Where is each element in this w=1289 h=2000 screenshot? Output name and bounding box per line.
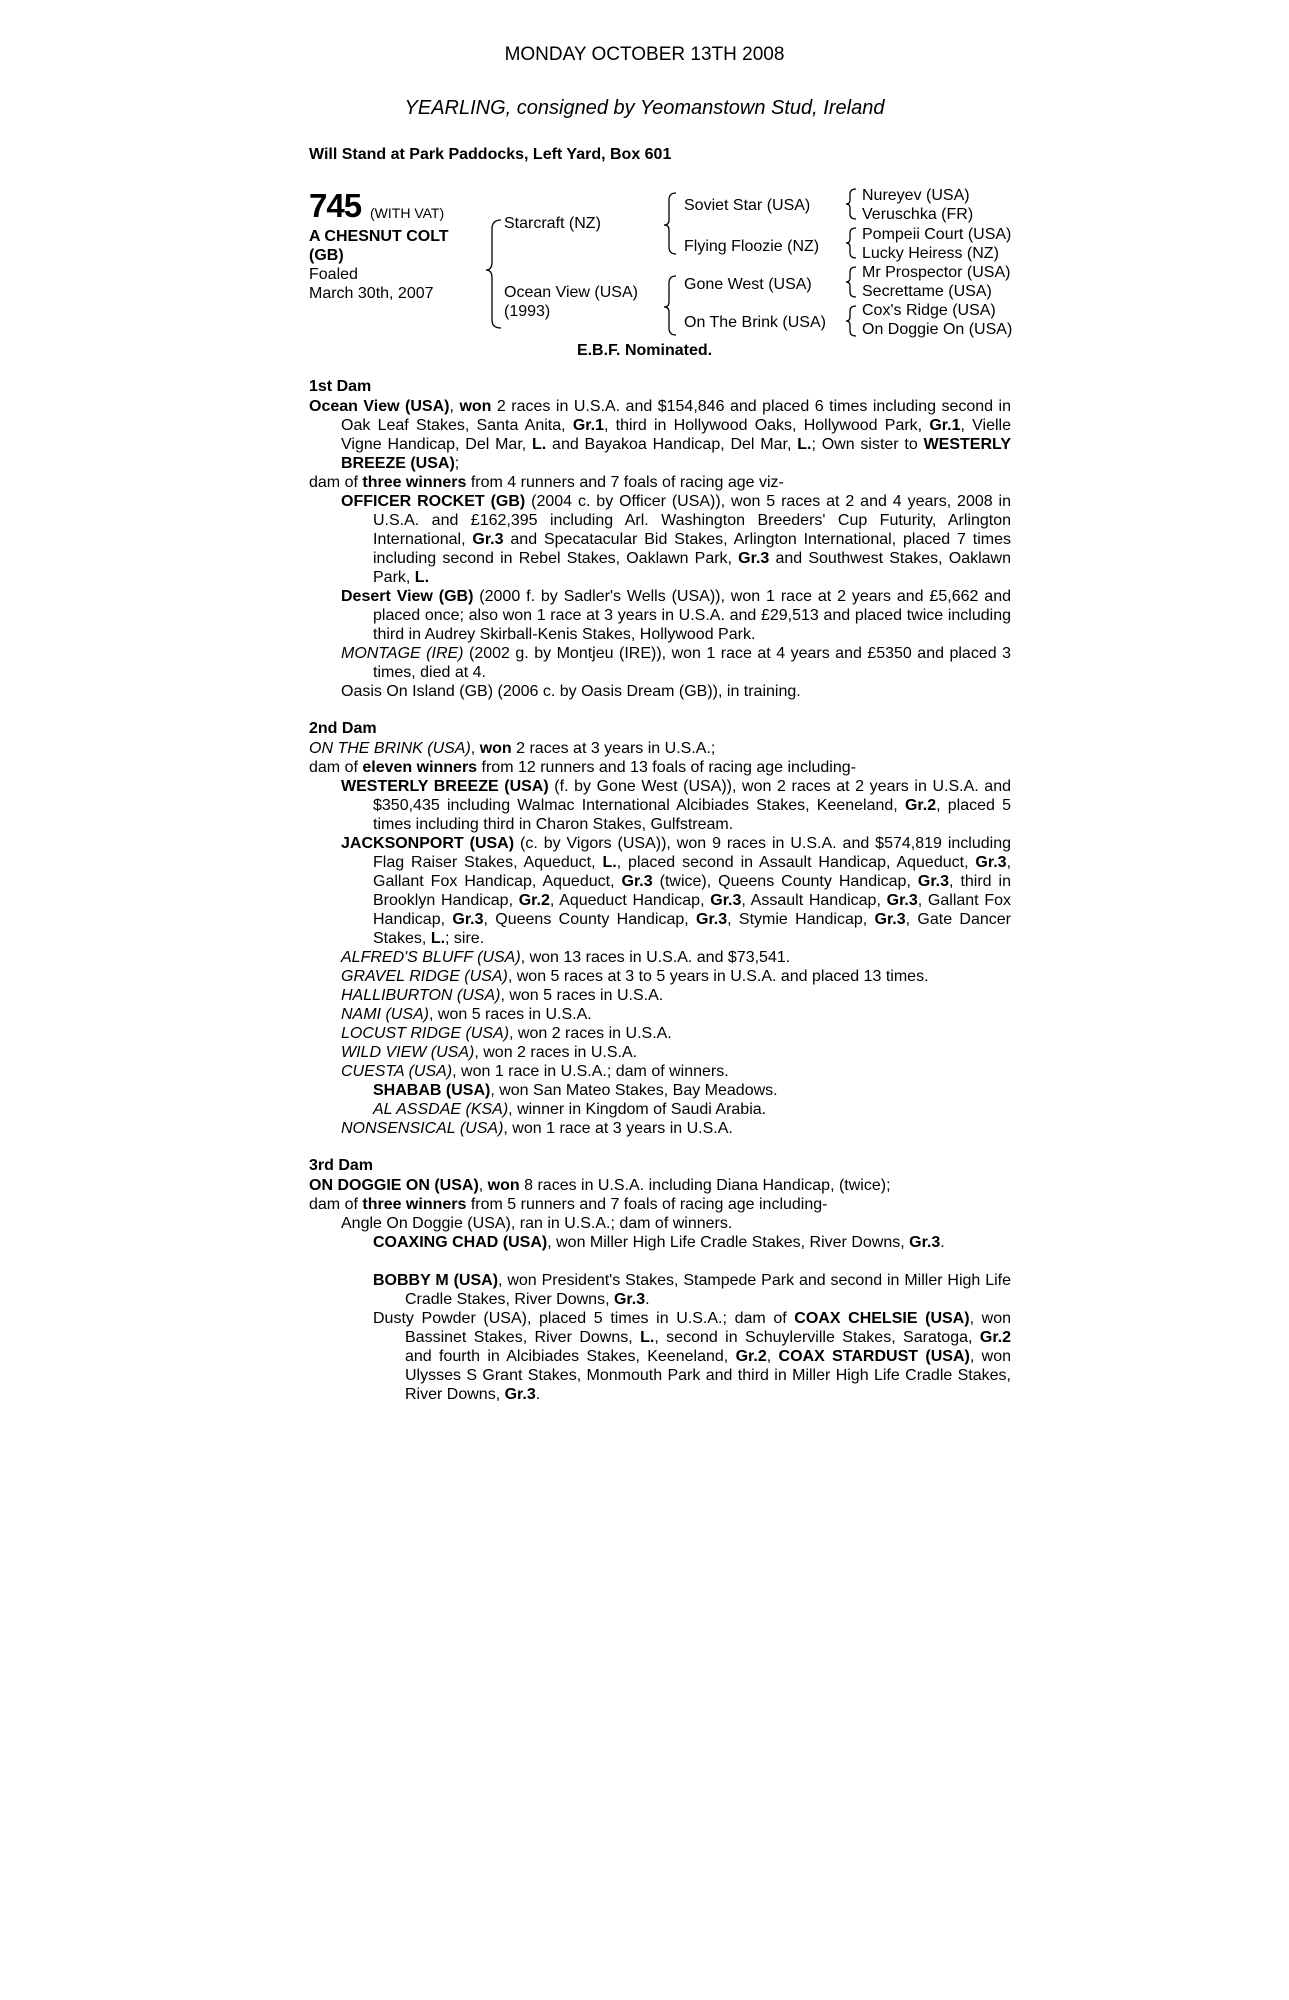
second-dam-offspring-wild-view: WILD VIEW (USA), won 2 races in U.S.A. xyxy=(341,1044,638,1061)
cuesta-offspring-al-assdae: AL ASSDAE (KSA), winner in Kingdom of Saudi Arabia. xyxy=(373,1101,767,1118)
angle-offspring-coaxing-chad: COAXING CHAD (USA), won Miller High Life Cradle Stakes, River Downs, Gr.3. xyxy=(373,1234,945,1251)
brace-ds xyxy=(846,267,856,297)
first-dam-produce-summary: dam of three winners from 4 runners and 7 foals of racing age viz- xyxy=(309,474,784,491)
lot-country: (GB) xyxy=(309,247,344,264)
first-dam-offspring-3: MONTAGE (IRE) (2002 g. by Montjeu (IRE)), won 1 race at 4 years and £5350 and placed 3 times, died at 4. xyxy=(341,645,1011,681)
second-dam-offspring-halliburton: HALLIBURTON (USA), won 5 races in U.S.A. xyxy=(341,987,664,1004)
second-dam-title: 2nd Dam xyxy=(309,720,377,737)
lot-colour-sex: A CHESNUT COLT xyxy=(309,228,449,245)
pedigree-braces xyxy=(0,0,1289,360)
pedigree-gen3-2: Veruschka (FR) xyxy=(862,206,974,223)
pedigree-gen3-7: Cox's Ridge (USA) xyxy=(862,302,996,319)
pedigree-gen3-4: Lucky Heiress (NZ) xyxy=(862,245,999,262)
second-dam-offspring-nonsensical: NONSENSICAL (USA), won 1 race at 3 years in U.S.A. xyxy=(341,1120,733,1137)
pedigree-dam-year: (1993) xyxy=(504,303,551,320)
brace-gen1 xyxy=(486,220,501,328)
first-dam-offspring-1: OFFICER ROCKET (GB) (2004 c. by Officer (USA)), won 5 races at 2 and 4 years, 2008 in U.S.A. and £162,395 including Arl. Washington Breeders' Cup Futurity, Arlington International, Gr.3 and Specatacular Bid Stakes, Arlington International, placed 7 times including second in Rebel Stakes, Oaklawn Park, Gr.3 and Southwest Stakes, Oaklawn Park, L. xyxy=(341,493,1012,586)
first-dam-title: 1st Dam xyxy=(309,378,372,395)
brace-dam xyxy=(664,276,676,335)
brace-dd xyxy=(846,306,856,336)
third-dam-offspring-angle-on-doggie: Angle On Doggie (USA), ran in U.S.A.; dam of winners. xyxy=(341,1215,733,1232)
third-dam-record: ON DOGGIE ON (USA), won 8 races in U.S.A. including Diana Handicap, (twice); xyxy=(309,1177,891,1194)
brace-sd xyxy=(846,228,856,258)
first-dam-offspring-4: Oasis On Island (GB) (2006 c. by Oasis Dream (GB)), in training. xyxy=(341,683,801,700)
pedigree-gen3-6: Secrettame (USA) xyxy=(862,283,992,300)
angle-offspring-bobby-m: BOBBY M (USA), won President's Stakes, Stampede Park and second in Miller High Life Cradle Stakes, River Downs, Gr.3. xyxy=(373,1272,1012,1308)
cuesta-offspring-shabab: SHABAB (USA), won San Mateo Stakes, Bay Meadows. xyxy=(373,1082,778,1099)
brace-ss xyxy=(846,189,856,219)
second-dam-produce-summary: dam of eleven winners from 12 runners and 13 foals of racing age including- xyxy=(309,759,856,776)
second-dam-record: ON THE BRINK (USA), won 2 races at 3 years in U.S.A.; xyxy=(309,740,716,757)
third-dam-produce-summary: dam of three winners from 5 runners and 7 foals of racing age including- xyxy=(309,1196,828,1213)
pedigree-gen3-8: On Doggie On (USA) xyxy=(862,321,1013,338)
second-dam-offspring-alfreds-bluff: ALFRED'S BLUFF (USA), won 13 races in U.S.A. and $73,541. xyxy=(341,949,791,966)
second-dam-offspring-nami: NAMI (USA), won 5 races in U.S.A. xyxy=(341,1006,592,1023)
consignment-subtitle: YEARLING, consigned by Yeomanstown Stud, Ireland xyxy=(404,97,885,119)
ebf-nomination: E.B.F. Nominated. xyxy=(576,342,713,359)
pedigree-gen3-1: Nureyev (USA) xyxy=(862,187,970,204)
brace-sire xyxy=(664,193,676,254)
pedigree-sire: Starcraft (NZ) xyxy=(504,215,601,232)
pedigree-gen3-3: Pompeii Court (USA) xyxy=(862,226,1012,243)
second-dam-offspring-gravel-ridge: GRAVEL RIDGE (USA), won 5 races at 3 to 5 years in U.S.A. and placed 13 times. xyxy=(341,968,929,985)
third-dam-title: 3rd Dam xyxy=(309,1157,374,1174)
sale-date: MONDAY OCTOBER 13TH 2008 xyxy=(504,44,785,65)
first-dam-offspring-2: Desert View (GB) (2000 f. by Sadler's Wells (USA)), won 1 race at 2 years and £5,662 and placed once; also won 1 race at 3 years in U.S.A. and £29,513 and placed twice including third in Audrey Skirball-Kenis Stakes, Hollywood Park. xyxy=(341,588,1011,643)
foaled-label: Foaled xyxy=(309,266,358,283)
pedigree-gen3-5: Mr Prospector (USA) xyxy=(862,264,1011,281)
stand-location: Will Stand at Park Paddocks, Left Yard, Box 601 xyxy=(309,146,672,163)
foaled-date: March 30th, 2007 xyxy=(309,285,434,302)
pedigree-sire-sire: Soviet Star (USA) xyxy=(684,197,811,214)
pedigree-dam-sire: Gone West (USA) xyxy=(684,276,812,293)
second-dam-offspring-westerly-breeze: WESTERLY BREEZE (USA) (f. by Gone West (USA)), won 2 races at 2 years in U.S.A. and $350,435 including Walmac International Alcibiades Stakes, Keeneland, Gr.2, placed 5 times including third in Charon Stakes, Gulfstream. xyxy=(341,778,1012,833)
first-dam-record: Ocean View (USA), won 2 races in U.S.A. and $154,846 and placed 6 times including second in Oak Leaf Stakes, Santa Anita, Gr.1, third in Hollywood Oaks, Hollywood Park, Gr.1, Vielle Vigne Handicap, Del Mar, L. and Bayakoa Handicap, Del Mar, L.; Own sister to WESTERLY BREEZE (USA); xyxy=(309,398,1012,472)
second-dam-offspring-jacksonport: JACKSONPORT (USA) (c. by Vigors (USA)), won 9 races in U.S.A. and $574,819 including Flag Raiser Stakes, Aqueduct, L., placed second in Assault Handicap, Aqueduct, Gr.3, Gallant Fox Handicap, Aqueduct, Gr.3 (twice), Queens County Handicap, Gr.3, third in Brooklyn Handicap, Gr.2, Aqueduct Handicap, Gr.3, Assault Handicap, Gr.3, Gallant Fox Handicap, Gr.3, Queens County Handicap, Gr.3, Stymie Handicap, Gr.3, Gate Dancer Stakes, L.; sire. xyxy=(341,835,1012,947)
pedigree-dam: Ocean View (USA) xyxy=(504,284,638,301)
angle-offspring-dusty-powder: Dusty Powder (USA), placed 5 times in U.S.A.; dam of COAX CHELSIE (USA), won Bassinet Stakes, River Downs, L., second in Schuylerville Stakes, Saratoga, Gr.2 and fourth in Alcibiades Stakes, Keeneland, Gr.2, COAX STARDUST (USA), won Ulysses S Grant Stakes, Monmouth Park and third in Miller High Life Cradle Stakes, River Downs, Gr.3. xyxy=(373,1310,1012,1403)
pedigree-sire-dam: Flying Floozie (NZ) xyxy=(684,238,820,255)
second-dam-offspring-locust-ridge: LOCUST RIDGE (USA), won 2 races in U.S.A. xyxy=(341,1025,672,1042)
pedigree-dam-dam: On The Brink (USA) xyxy=(684,314,826,331)
second-dam-offspring-cuesta: CUESTA (USA), won 1 race in U.S.A.; dam of winners. xyxy=(341,1063,729,1080)
vat-note: (WITH VAT) xyxy=(370,205,445,221)
lot-number: 745 xyxy=(309,187,362,224)
